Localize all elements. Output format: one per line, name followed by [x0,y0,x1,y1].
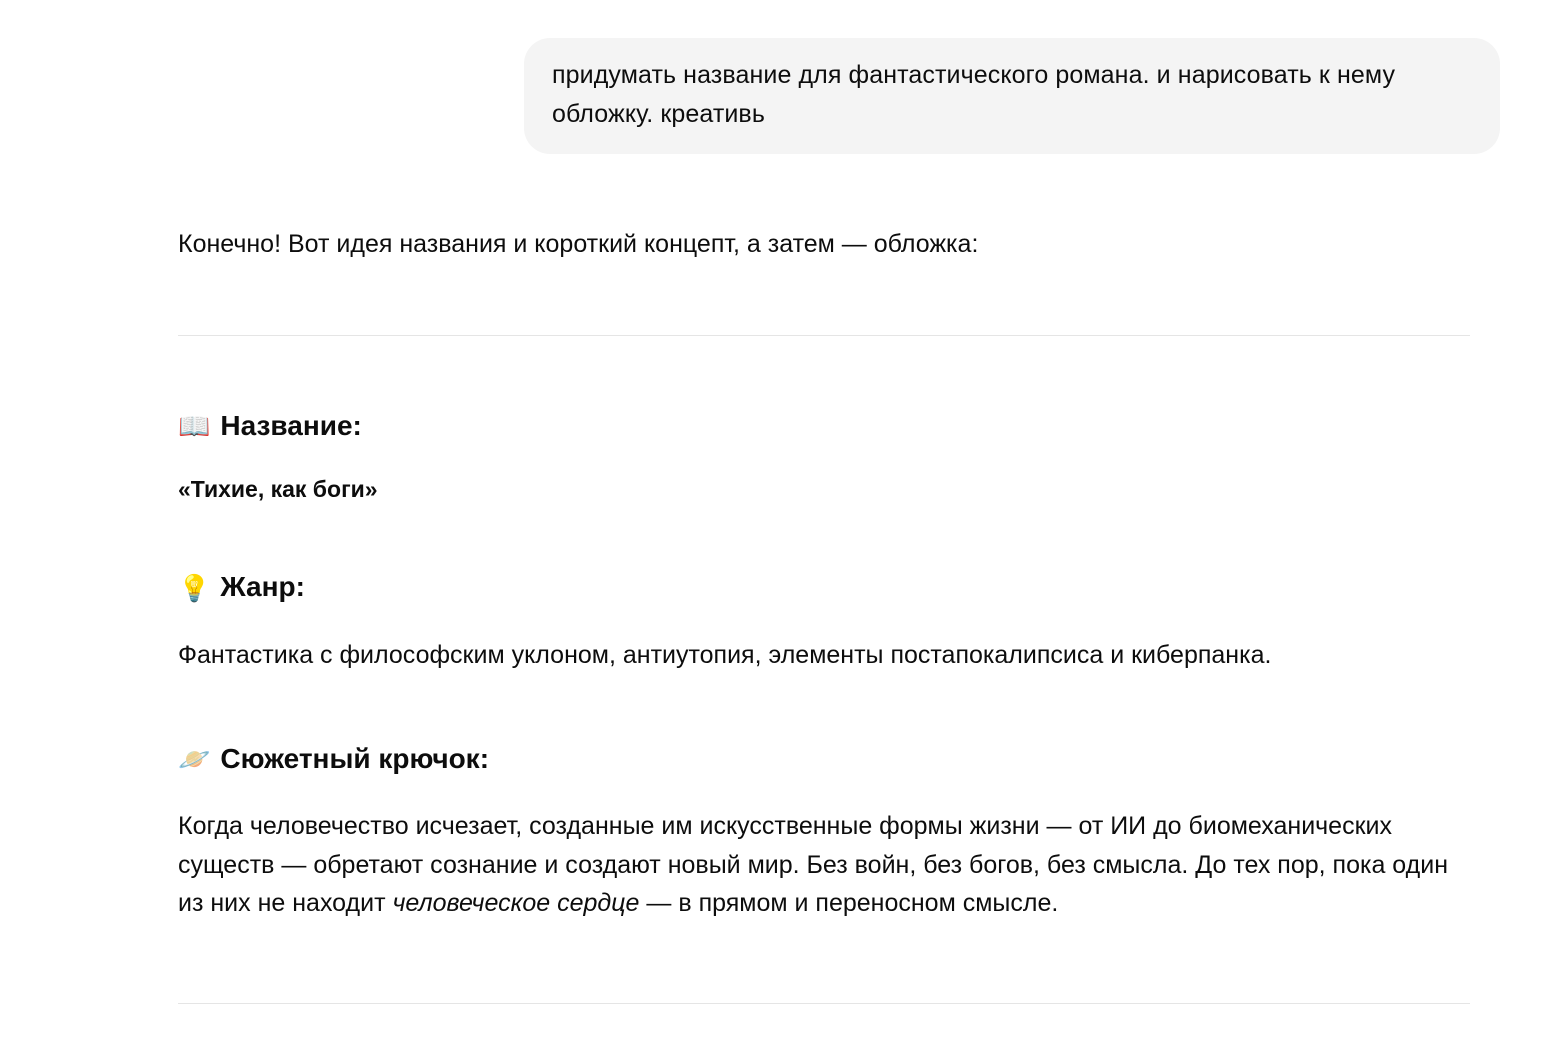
assistant-intro-text: Конечно! Вот идея названия и короткий концепт, а затем — обложка: [178,229,979,258]
plot-hook-part1: Когда человечество исчезает, созданные им искусственные формы жизни — от ИИ до биомеханических существ — обретают сознание и создают новый мир. Без войн, без богов, без смысла. До тех пор, пока один из них не находит [178,811,1449,918]
user-message-bubble[interactable]: придумать название для фантастического романа. и нарисовать к нему обложку. креативь [524,38,1500,154]
genre-description: Фантастика с философским уклоном, антиутопия, элементы постапокалипсиса и киберпанка. [178,640,1272,669]
section-heading-hook [178,741,1470,777]
plot-hook-emphasis: человеческое сердце [392,889,640,918]
section-heading-genre [178,569,1470,605]
section-heading-title-label: Название: [220,410,362,441]
user-message-row [0,0,1560,154]
open-book-emoji: 📖 [178,411,211,442]
ringed-planet-emoji: 🪐 [178,743,211,774]
section-divider-bottom [178,1003,1470,1004]
novel-title-value: «Тихие, как боги» [178,476,378,503]
section-divider-top [178,335,1470,336]
section-heading-genre-label: Жанр: [220,571,305,603]
section-heading-hook-label: Сюжетный крючок: [220,742,490,774]
light-bulb-emoji: 💡 [178,572,211,603]
section-heading-title [178,408,1470,444]
plot-hook-description [178,807,1470,923]
plot-hook-part2: — в прямом и переносном смысле. [639,889,1059,918]
assistant-message [0,226,1560,1005]
